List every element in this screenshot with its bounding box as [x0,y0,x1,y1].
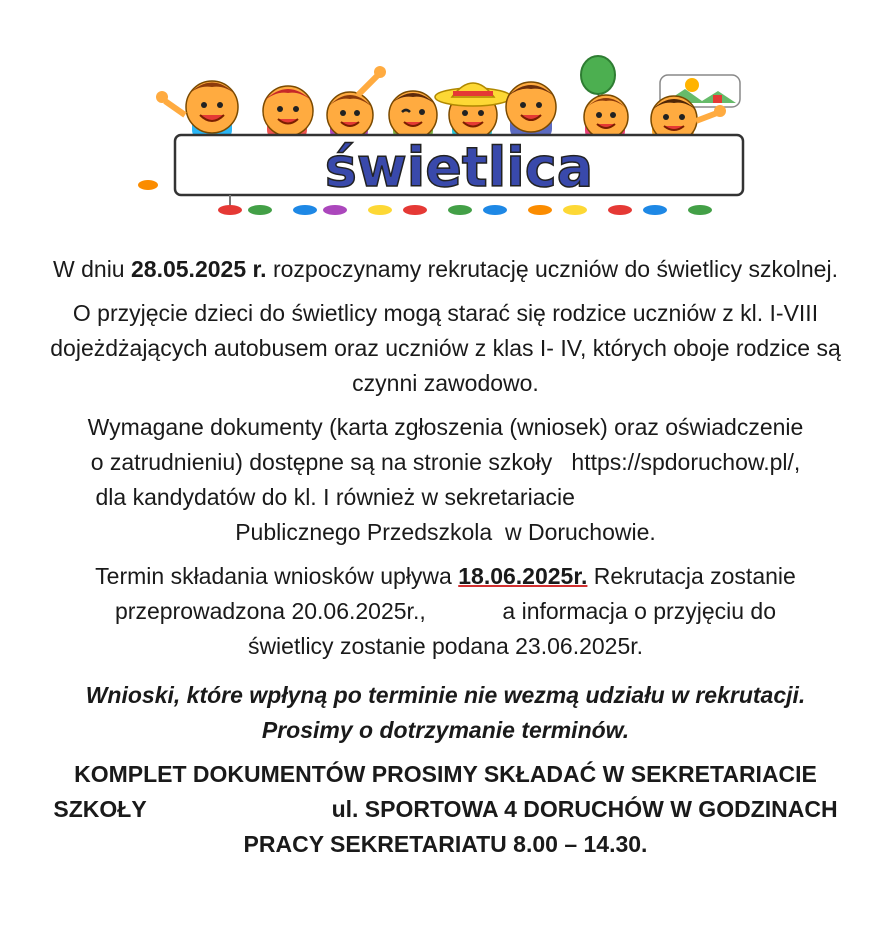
paragraph-documents: Wymagane dokumenty (karta zgłoszenia (wniosek) oraz oświadczenie o zatrudnieniu) dostępne są na stronie szkoły https://spdoruchow.pl/, dla kandydatów do kl. I również w sekretariacie Publicznego Przedszkola w Doruchowie. [87,414,804,545]
start-date: 28.05.2025 r. [131,256,267,282]
deadline-date: 18.06.2025r. [458,563,588,589]
logo-text: świetlica [324,136,594,199]
swietlica-logo [130,55,770,225]
paragraph-eligibility: O przyjęcie dzieci do świetlicy mogą starać się rodzice uczniów z kl. I-VIII dojeżdżających autobusem oraz uczniów z klas I- IV, których oboje rodzice są czynni zawodowo. [50,300,841,396]
paragraph-recruitment-start: W dniu 28.05.2025 r. rozpoczynamy rekrutację uczniów do świetlicy szkolnej. [53,256,838,282]
banner-board [175,135,743,199]
children-heads-icon [156,66,726,142]
paragraph-deadline: Termin składania wniosków upływa 18.06.2025r. Rekrutacja zostanie przeprowadzona 20.06.2025r., a informacja o przyjęciu do świetlicy zostanie podana 23.06.2025r. [95,563,796,659]
late-application-warning: Wnioski, które wpłyną po terminie nie wezmą udziału w rekrutacji. Prosimy o dotrzymanie terminów. [85,682,806,743]
announcement-text [18,252,873,871]
submission-notice: KOMPLET DOKUMENTÓW PROSIMY SKŁADAĆ W SEKRETARIACIE SZKOŁY ul. SPORTOWA 4 DORUCHÓW W GODZINACH PRACY SEKRETARIATU 8.00 – 14.30. [53,761,838,857]
